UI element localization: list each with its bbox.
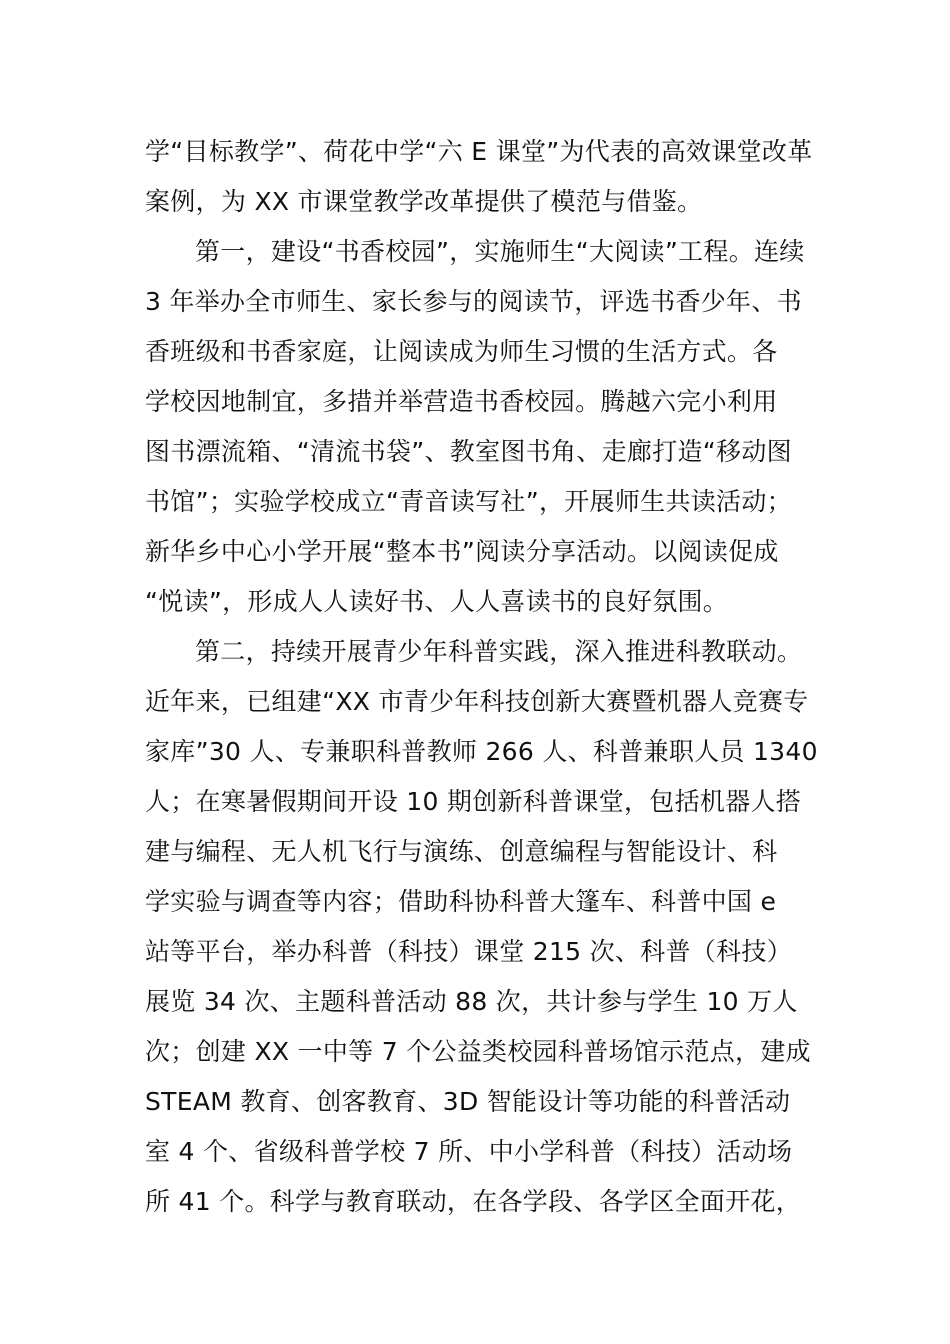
text-line: 学实验与调查等内容；借助科协科普大篷车、科普中国 e xyxy=(145,887,777,916)
text-line: 新华乡中心小学开展“整本书”阅读分享活动。以阅读促成 xyxy=(145,537,779,566)
text-line: 展览 34 次、主题科普活动 88 次，共计参与学生 10 万人 xyxy=(145,987,798,1016)
text-line: 学“目标教学”、荷花中学“六 E 课堂”为代表的高效课堂改革 xyxy=(145,137,813,166)
text-line: 香班级和书香家庭，让阅读成为师生习惯的生活方式。各 xyxy=(145,337,778,366)
paragraph-start-line: 第一，建设“书香校园”，实施师生“大阅读”工程。连续 xyxy=(195,237,805,266)
text-line: 学校因地制宜，多措并举营造书香校园。腾越六完小利用 xyxy=(145,387,778,416)
text-line: 所 41 个。科学与教育联动，在各学段、各学区全面开花， xyxy=(145,1187,802,1216)
text-line: 图书漂流箱、“清流书袋”、教室图书角、走廊打造“移动图 xyxy=(145,437,792,466)
text-line: “悦读”，形成人人读好书、人人喜读书的良好氛围。 xyxy=(145,587,729,616)
text-line: 次；创建 XX 一中等 7 个公益类校园科普场馆示范点，建成 xyxy=(145,1037,811,1066)
text-line: 建与编程、无人机飞行与演练、创意编程与智能设计、科 xyxy=(145,837,778,866)
text-line: 案例，为 XX 市课堂教学改革提供了模范与借鉴。 xyxy=(145,187,703,216)
text-line: 近年来，已组建“XX 市青少年科技创新大赛暨机器人竞赛专 xyxy=(145,687,809,716)
text-line: 书馆”；实验学校成立“青音读写社”，开展师生共读活动； xyxy=(145,487,792,516)
text-line: 家库”30 人、专兼职科普教师 266 人、科普兼职人员 1340 xyxy=(145,737,818,766)
text-line: 人；在寒暑假期间开设 10 期创新科普课堂，包括机器人搭 xyxy=(145,787,802,816)
paragraph-start-line: 第二，持续开展青少年科普实践，深入推进科教联动。 xyxy=(195,637,803,666)
text-line: STEAM 教育、创客教育、3D 智能设计等功能的科普活动 xyxy=(145,1087,791,1116)
text-line: 站等平台，举办科普（科技）课堂 215 次、科普（科技） xyxy=(145,937,793,966)
body-text xyxy=(145,127,835,1227)
text-line: 室 4 个、省级科普学校 7 所、中小学科普（科技）活动场 xyxy=(145,1137,793,1166)
text-line: 3 年举办全市师生、家长参与的阅读节，评选书香少年、书 xyxy=(145,287,802,316)
